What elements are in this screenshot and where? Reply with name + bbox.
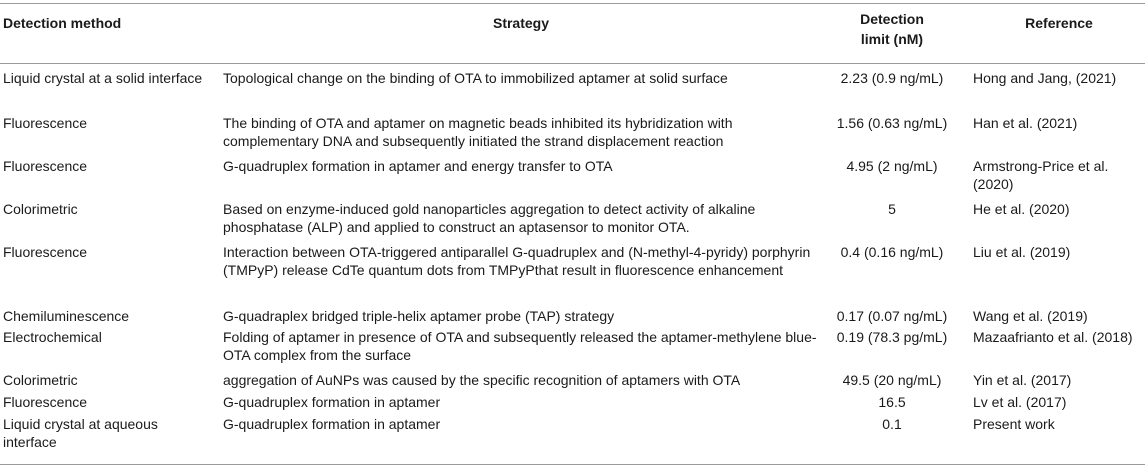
cell-detection-limit: 4.95 (2 ng/mL)	[846, 158, 938, 174]
cell-detection-limit: 2.23 (0.9 ng/mL)	[840, 70, 944, 86]
cell-reference: Hong and Jang, (2021)	[973, 70, 1117, 86]
cell-strategy: G-quadruplex formation in aptamer	[223, 416, 441, 432]
cell-method: Fluorescence	[3, 115, 88, 131]
header-detection-limit-line1: Detection	[860, 11, 924, 27]
cell-method: Electrochemical	[3, 329, 102, 345]
cell-method: Fluorescence	[3, 244, 88, 260]
cell-detection-limit: 1.56 (0.63 ng/mL)	[836, 115, 948, 131]
cell-detection-limit: 16.5	[878, 394, 906, 410]
header-reference: Reference	[1025, 15, 1093, 31]
cell-strategy: aggregation of AuNPs was caused by the specific recognition of aptamers with OTA	[223, 372, 741, 388]
cell-detection-limit: 49.5 (20 ng/mL)	[842, 372, 942, 388]
cell-reference: He et al. (2020)	[973, 201, 1070, 217]
cell-strategy: Folding of aptamer in presence of OTA and subsequently released the aptamer-methylene blue-OTA complex from the surface	[223, 329, 817, 363]
cell-method: Liquid crystal at a solid interface	[3, 70, 203, 86]
header-detection-limit-line2: limit (nM)	[860, 31, 924, 47]
cell-reference: Wang et al. (2019)	[973, 308, 1088, 324]
cell-detection-limit: 0.1	[882, 416, 902, 432]
cell-method: Fluorescence	[3, 158, 88, 174]
cell-strategy: G-quadruplex formation in aptamer and energy transfer to OTA	[223, 158, 613, 174]
cell-detection-limit: 0.17 (0.07 ng/mL)	[836, 308, 948, 324]
cell-strategy: G-quadruplex formation in aptamer	[223, 394, 441, 410]
cell-method: Fluorescence	[3, 394, 88, 410]
cell-reference: Lv et al. (2017)	[973, 394, 1067, 410]
cell-strategy: Topological change on the binding of OTA to immobilized aptamer at solid surface	[223, 70, 728, 86]
cell-reference: Liu et al. (2019)	[973, 244, 1071, 260]
table-header-row	[0, 9, 1145, 61]
header-detection-limit	[822, 9, 962, 49]
cell-reference: Yin et al. (2017)	[973, 372, 1072, 388]
cell-method: Chemiluminescence	[3, 308, 130, 324]
table-top-rule	[0, 3, 1145, 4]
cell-detection-limit: 0.4 (0.16 ng/mL)	[840, 244, 944, 260]
cell-method: Colorimetric	[3, 201, 78, 217]
cell-strategy: Based on enzyme-induced gold nanoparticles aggregation to detect activity of alkaline phosphatase (ALP) and applied to construct an aptasensor to monitor OTA.	[223, 201, 756, 235]
table-header-rule	[0, 63, 1145, 64]
cell-strategy: Interaction between OTA-triggered antiparallel G-quadruplex and (N-methyl-4-pyridy) porphyrin (TMPyP) release CdTe quantum dots from TMPyPthat result in fluorescence enhancement	[223, 244, 811, 278]
cell-reference: Mazaafrianto et al. (2018)	[973, 329, 1133, 345]
cell-reference: Han et al. (2021)	[973, 115, 1078, 131]
cell-strategy: G-quadraplex bridged triple-helix aptamer probe (TAP) strategy	[223, 308, 615, 324]
cell-reference: Present work	[973, 416, 1055, 432]
cell-reference: Armstrong-Price et al. (2020)	[973, 158, 1109, 192]
cell-strategy: The binding of OTA and aptamer on magnetic beads inhibited its hybridization with complementary DNA and subsequently initiated the strand displacement reaction	[223, 115, 733, 149]
cell-detection-limit: 5	[888, 201, 896, 217]
cell-method: Colorimetric	[3, 372, 78, 388]
header-detection-method: Detection method	[3, 15, 122, 31]
header-strategy: Strategy	[492, 15, 550, 31]
cell-method: Liquid crystal at aqueous interface	[3, 416, 158, 450]
cell-detection-limit: 0.19 (78.3 pg/mL)	[836, 329, 948, 345]
